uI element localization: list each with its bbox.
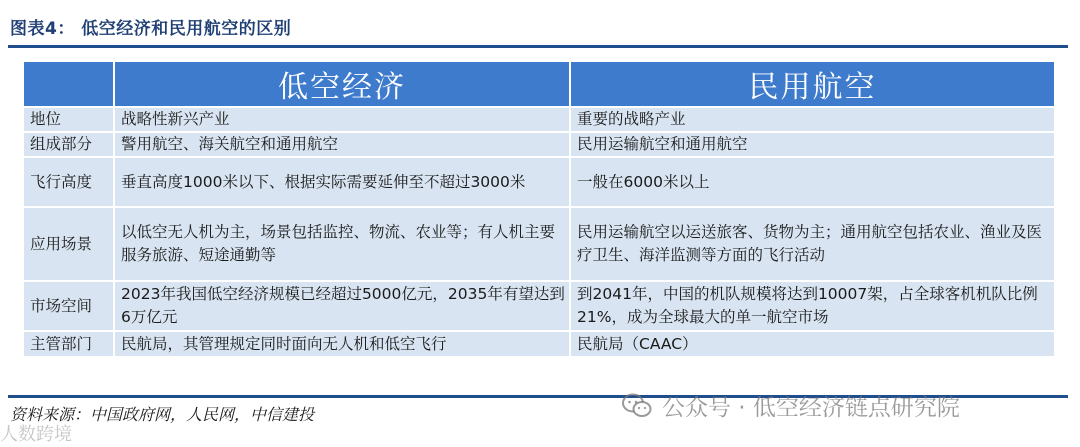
cell-low-altitude: 垂直高度1000米以下、根据实际需要延伸至不超过3000米 [114,157,570,207]
cell-low-altitude: 民航局，其管理规定同时面向无人机和低空飞行 [114,331,570,356]
row-label: 市场空间 [24,281,114,331]
title-divider [8,45,1068,48]
cell-civil-aviation: 民用运输航空和通用航空 [570,132,1054,157]
cell-civil-aviation: 到2041年，中国的机队规模将达到10007架，占全球客机机队比例21%，成为全球最大的单一航空市场 [570,281,1054,331]
wechat-icon [622,393,652,419]
table-header-row [24,62,1054,107]
cell-low-altitude: 以低空无人机为主，场景包括监控、物流、农业等；有人机主要服务旅游、短途通勤等 [114,207,570,281]
source-note: 资料来源：中国政府网，人民网，中信建投 [10,405,315,424]
table-row [24,107,1054,132]
header-civil-aviation: 民用航空 [570,62,1054,107]
overlay-text: 人数跨境 [0,424,72,445]
header-low-altitude-economy: 低空经济 [114,62,570,107]
table-row [24,157,1054,207]
cell-low-altitude: 战略性新兴产业 [114,107,570,132]
row-label: 应用场景 [24,207,114,281]
row-label: 组成部分 [24,132,114,157]
row-label: 飞行高度 [24,157,114,207]
comparison-table [24,62,1054,356]
cell-civil-aviation: 民航局（CAAC） [570,331,1054,356]
cell-civil-aviation: 一般在6000米以上 [570,157,1054,207]
header-blank [24,62,114,107]
cell-civil-aviation: 民用运输航空以运送旅客、货物为主；通用航空包括农业、渔业及医疗卫生、海洋监测等方面的飞行活动 [570,207,1054,281]
chart-title: 图表4： 低空经济和民用航空的区别 [10,19,292,39]
row-label: 地位 [24,107,114,132]
row-label: 主管部门 [24,331,114,356]
table-row [24,331,1054,356]
cell-low-altitude: 2023年我国低空经济规模已经超过5000亿元，2035年有望达到6万亿元 [114,281,570,331]
cell-civil-aviation: 重要的战略产业 [570,107,1054,132]
watermark-text: 公众号 · 低空经济链点研究院 [662,395,960,421]
table-row [24,281,1054,331]
table-row [24,132,1054,157]
watermark [622,389,960,422]
cell-low-altitude: 警用航空、海关航空和通用航空 [114,132,570,157]
table-row [24,207,1054,281]
